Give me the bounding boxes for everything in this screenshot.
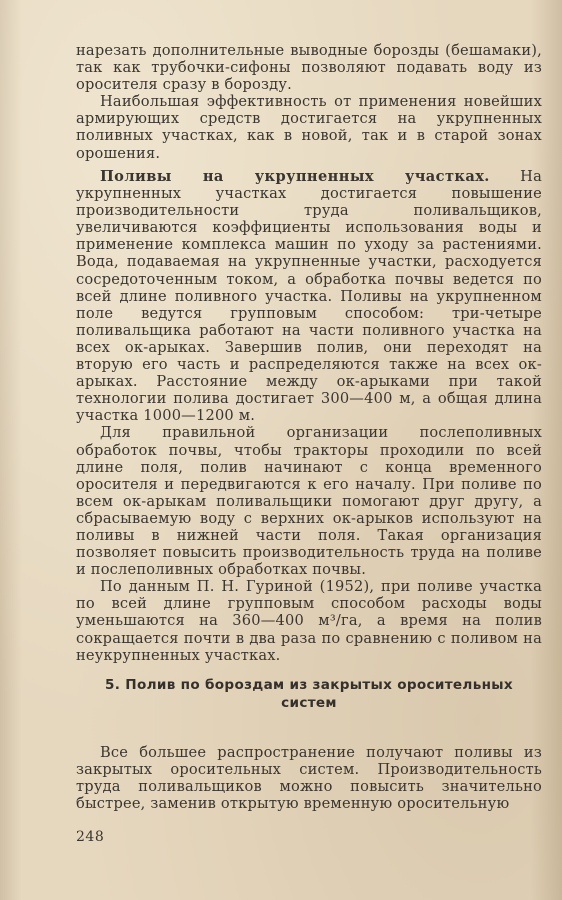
page-number: 248 [76,829,105,845]
paragraph-gurina: По данным П. Н. Гуриной (1952), при поливе участка по всей длине групповым способом расходы воды уменьшаются на 360—400 м³/га, а время на полив сокращается почти в два раза по сравнению с поливом на неукрупненных участках. [76,578,542,664]
paragraph-continuation: нарезать дополнительные выводные борозды (бешамаки), так как трубочки-сифоны позволяют подавать воду из оросителя сразу в борозду. [76,42,542,94]
section-heading [76,676,542,712]
paragraph-efficiency: Наибольшая эффективность от применения новейших армирующих средств достигается на укрупненных поливных участках, как в новой, так и в старой зонах орошения. [76,93,542,162]
section-heading-line-1: 5. Полив по бороздам из закрытых оросительных [105,677,513,693]
paragraph-organization: Для правильной организации послеполивных обработок почвы, чтобы тракторы проходили по всей длине поля, полив начинают с конца временного оросителя и передвигаются к его началу. При поливе по всем ок-арыкам поливальщики помогают друг другу, а сбрасываемую воду с верхних ок-арыков используют на поливы в нижней части поля. Такая организация позволяет повысить производительность труда на поливе и послеполивных обработках почвы. [76,424,542,579]
text-block-top [76,42,542,162]
paragraph-enlarged-plots [76,168,542,424]
paragraph-closed-systems: Все большее распространение получают поливы из закрытых оросительных систем. Производительность труда поливальщиков можно повысить значительно быстрее, заменив открытую временную оросительную [76,744,542,813]
text-block-middle [76,168,542,664]
run-in-heading: Поливы на укрупненных участках. [100,168,490,185]
paragraph-enlarged-plots-body: На укрупненных участках достигается повышение производительности труда поливальщиков, увеличиваются коэффициенты использования воды и применение комплекса машин по уходу за растениями. Вода, подаваемая на укрупненные участки, расходуется сосредоточенным током, а обработка почвы ведется по всей длине поливного участка. Поливы на укрупненном поле ведутся групповым способом: три-четыре поливальщика работают на части поливного участка на всех ок-арыках. Завершив полив, они переходят на вторую его часть и распределяются также на всех ок-арыках. Расстояние между ок-арыками при такой технологии полива достигает 300—400 м, а общая длина участка 1000—1200 м. [76,168,542,425]
text-block-bottom [76,744,542,812]
section-heading-line-2: систем [281,695,337,711]
